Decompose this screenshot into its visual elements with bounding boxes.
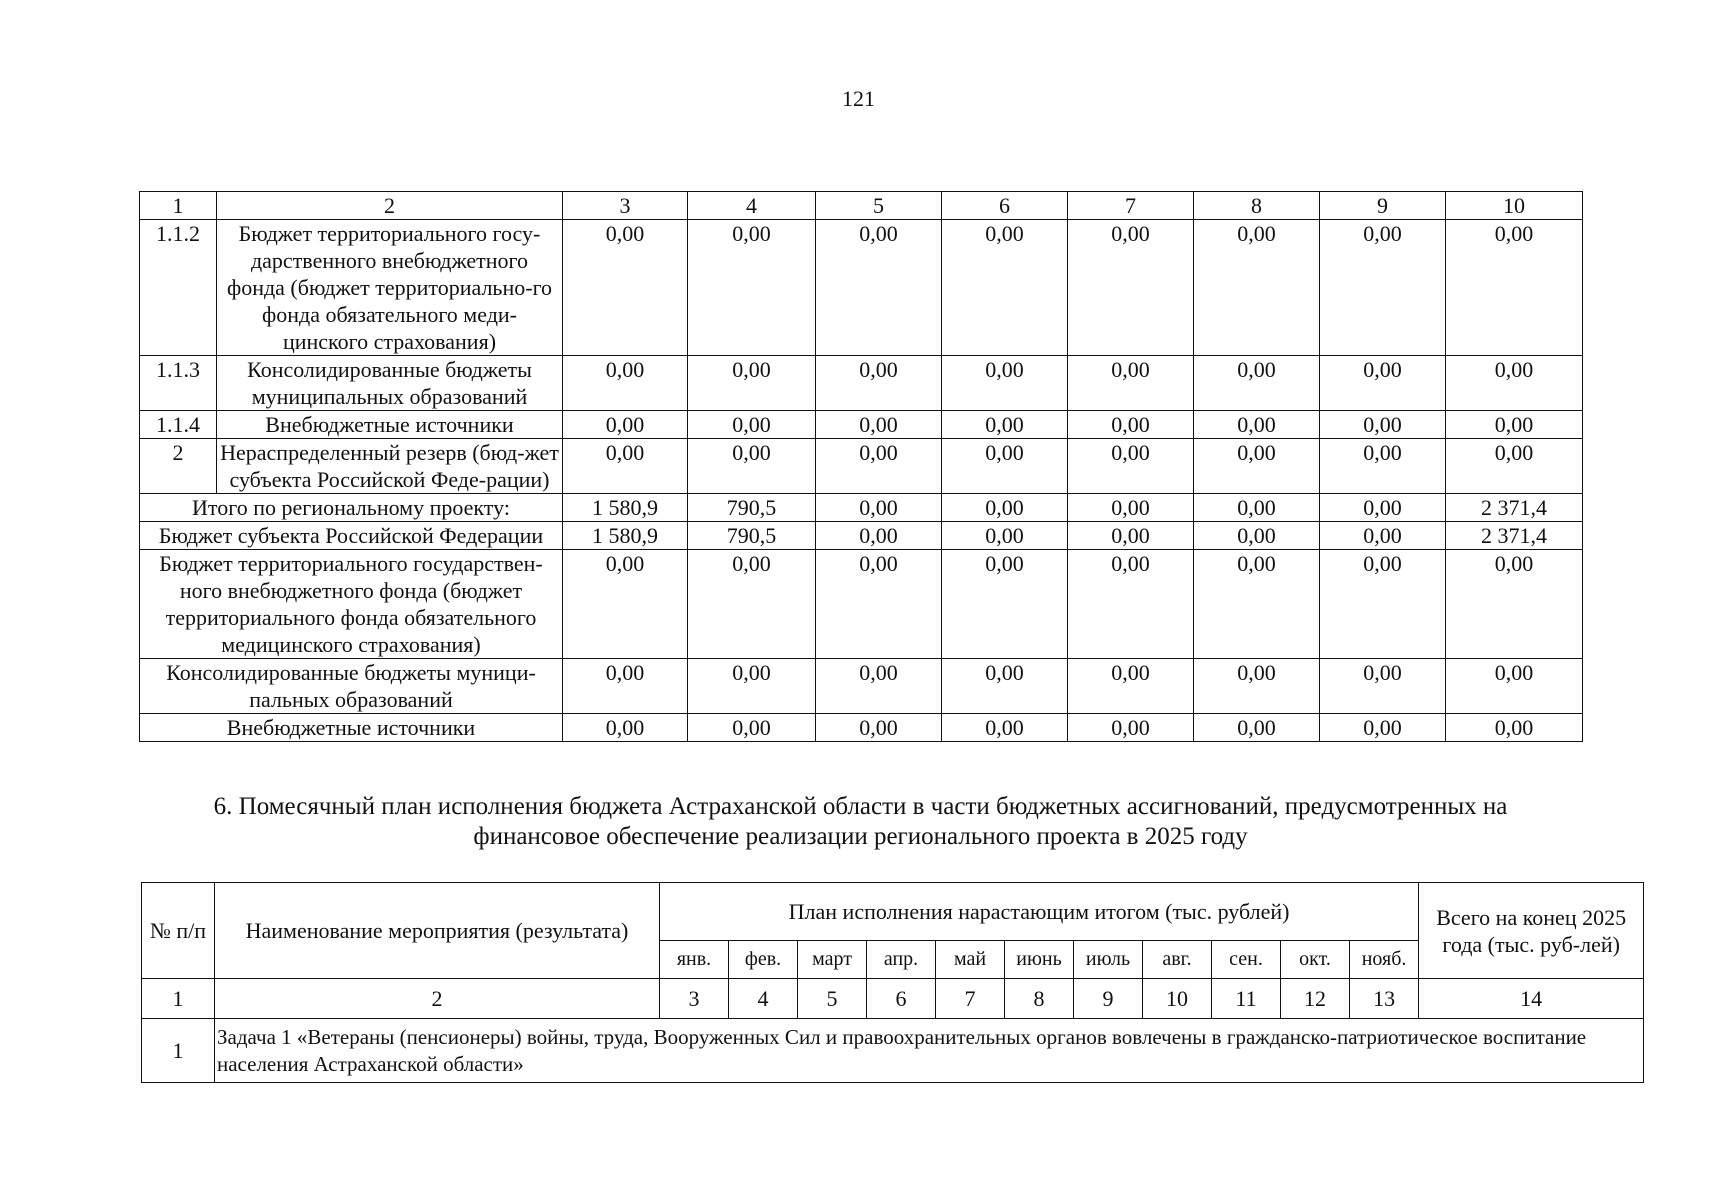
value-cell: 0,00: [563, 659, 688, 714]
table-row: [140, 659, 1583, 714]
value-cell: 0,00: [816, 220, 942, 356]
value-cell: 0,00: [942, 411, 1068, 439]
column-number: 5: [798, 979, 867, 1019]
month-header: янв.: [660, 941, 729, 979]
row-label: Внебюджетные источники: [140, 714, 563, 742]
column-number: 1: [142, 979, 215, 1019]
value-cell: 0,00: [816, 550, 942, 659]
value-cell: 0,00: [563, 550, 688, 659]
col-total-header: Всего на конец 2025 года (тыс. руб-лей): [1419, 883, 1644, 979]
task-row-num: 1: [142, 1019, 215, 1083]
header-cell: 5: [816, 192, 942, 220]
value-cell: 0,00: [1194, 659, 1320, 714]
value-cell: 0,00: [1320, 439, 1446, 494]
row-label: Нераспределенный резерв (бюд-жет субъекта Российской Феде-рации): [217, 439, 563, 494]
month-header: апр.: [867, 941, 936, 979]
value-cell: 0,00: [942, 439, 1068, 494]
row-number: 2: [140, 439, 217, 494]
col-plan-header: План исполнения нарастающим итогом (тыс. рублей): [660, 883, 1419, 941]
value-cell: 0,00: [1194, 439, 1320, 494]
value-cell: 0,00: [1320, 220, 1446, 356]
month-header: июль: [1074, 941, 1143, 979]
value-cell: 0,00: [563, 356, 688, 411]
month-header: март: [798, 941, 867, 979]
table-row: [140, 550, 1583, 659]
column-number: 11: [1212, 979, 1281, 1019]
value-cell: 790,5: [688, 522, 816, 550]
value-cell: 0,00: [688, 550, 816, 659]
value-cell: 0,00: [1320, 411, 1446, 439]
value-cell: 0,00: [688, 411, 816, 439]
value-cell: 0,00: [942, 220, 1068, 356]
value-cell: 0,00: [816, 439, 942, 494]
value-cell: 0,00: [1194, 550, 1320, 659]
value-cell: 0,00: [1068, 522, 1194, 550]
month-header: май: [936, 941, 1005, 979]
value-cell: 0,00: [816, 411, 942, 439]
column-number: 10: [1143, 979, 1212, 1019]
value-cell: 0,00: [942, 714, 1068, 742]
month-header: окт.: [1281, 941, 1350, 979]
value-cell: 0,00: [1320, 356, 1446, 411]
value-cell: 0,00: [1446, 439, 1583, 494]
value-cell: 0,00: [688, 714, 816, 742]
value-cell: 0,00: [1068, 714, 1194, 742]
month-header: сен.: [1212, 941, 1281, 979]
header-cell: 3: [563, 192, 688, 220]
value-cell: 0,00: [942, 494, 1068, 522]
value-cell: 0,00: [1068, 411, 1194, 439]
value-cell: 0,00: [1194, 714, 1320, 742]
task-row-text: Задача 1 «Ветераны (пенсионеры) войны, труда, Вооруженных Сил и правоохранительных органов вовлечены в гражданско-патриотическое воспитание населения Астраханской области»: [215, 1019, 1644, 1083]
column-number: 8: [1005, 979, 1074, 1019]
value-cell: 0,00: [1446, 659, 1583, 714]
value-cell: 0,00: [1194, 356, 1320, 411]
col-name-header: Наименование мероприятия (результата): [215, 883, 660, 979]
month-header: фев.: [729, 941, 798, 979]
value-cell: 0,00: [1194, 494, 1320, 522]
value-cell: 0,00: [816, 714, 942, 742]
section-title-line2: финансовое обеспечение реализации регионального проекта в 2025 году: [473, 823, 1248, 850]
value-cell: 0,00: [942, 659, 1068, 714]
table-row: [140, 356, 1583, 411]
column-number: 7: [936, 979, 1005, 1019]
row-number: 1.1.4: [140, 411, 217, 439]
header-cell: 8: [1194, 192, 1320, 220]
value-cell: 0,00: [942, 356, 1068, 411]
header-cell: 2: [217, 192, 563, 220]
row-number: 1.1.3: [140, 356, 217, 411]
value-cell: 0,00: [1194, 411, 1320, 439]
col-no-header: № п/п: [142, 883, 215, 979]
column-number: 6: [867, 979, 936, 1019]
value-cell: 1 580,9: [563, 522, 688, 550]
value-cell: 0,00: [688, 659, 816, 714]
value-cell: 0,00: [1068, 550, 1194, 659]
column-number: 9: [1074, 979, 1143, 1019]
column-number: 4: [729, 979, 798, 1019]
monthly-plan-table: [141, 882, 1644, 1083]
value-cell: 0,00: [816, 494, 942, 522]
header-cell: 9: [1320, 192, 1446, 220]
value-cell: 0,00: [1068, 659, 1194, 714]
month-header: авг.: [1143, 941, 1212, 979]
row-label: Бюджет территориального государствен-ного внебюджетного фонда (бюджет территориального фонда обязательного медицинского страхования): [140, 550, 563, 659]
section-title-line1: 6. Помесячный план исполнения бюджета Астраханской области в части бюджетных ассигнований, предусмотренных на: [213, 793, 1508, 820]
value-cell: 0,00: [1194, 220, 1320, 356]
column-number: 13: [1350, 979, 1419, 1019]
value-cell: 0,00: [1068, 439, 1194, 494]
column-number: 2: [215, 979, 660, 1019]
value-cell: 0,00: [1068, 220, 1194, 356]
row-label: Консолидированные бюджеты муници-пальных образований: [140, 659, 563, 714]
row-label: Бюджет территориального госу-дарственного внебюджетного фонда (бюджет территориально-го фонда обязательного меди-цинского страхования): [217, 220, 563, 356]
value-cell: 0,00: [688, 220, 816, 356]
table-row: [140, 411, 1583, 439]
table-row: [140, 220, 1583, 356]
value-cell: 0,00: [816, 356, 942, 411]
value-cell: 2 371,4: [1446, 494, 1583, 522]
value-cell: 0,00: [1446, 714, 1583, 742]
row-label: Итого по региональному проекту:: [140, 494, 563, 522]
table-row: [140, 714, 1583, 742]
month-header: июнь: [1005, 941, 1074, 979]
value-cell: 0,00: [563, 220, 688, 356]
table-row: [140, 522, 1583, 550]
value-cell: 0,00: [688, 439, 816, 494]
budget-table: [139, 191, 1583, 742]
value-cell: 0,00: [563, 439, 688, 494]
page-number: 121: [842, 86, 875, 111]
value-cell: 0,00: [1446, 550, 1583, 659]
value-cell: 1 580,9: [563, 494, 688, 522]
column-number: 14: [1419, 979, 1644, 1019]
header-cell: 10: [1446, 192, 1583, 220]
value-cell: 0,00: [1446, 220, 1583, 356]
value-cell: 0,00: [816, 522, 942, 550]
value-cell: 0,00: [1320, 659, 1446, 714]
month-header: нояб.: [1350, 941, 1419, 979]
value-cell: 0,00: [1068, 494, 1194, 522]
header-cell: 4: [688, 192, 816, 220]
row-label: Бюджет субъекта Российской Федерации: [140, 522, 563, 550]
value-cell: 790,5: [688, 494, 816, 522]
value-cell: 0,00: [1446, 411, 1583, 439]
value-cell: 0,00: [1446, 356, 1583, 411]
header-cell: 1: [140, 192, 217, 220]
value-cell: 0,00: [1320, 522, 1446, 550]
value-cell: 0,00: [1068, 356, 1194, 411]
value-cell: 0,00: [563, 411, 688, 439]
value-cell: 0,00: [1194, 522, 1320, 550]
value-cell: 0,00: [1320, 714, 1446, 742]
value-cell: 0,00: [1320, 550, 1446, 659]
budget-header-row: [140, 192, 1583, 220]
table-row: [140, 494, 1583, 522]
row-label: Внебюджетные источники: [217, 411, 563, 439]
value-cell: 0,00: [563, 714, 688, 742]
table-row: [140, 439, 1583, 494]
value-cell: 0,00: [942, 522, 1068, 550]
row-label: Консолидированные бюджеты муниципальных образований: [217, 356, 563, 411]
value-cell: 0,00: [688, 356, 816, 411]
column-number: 12: [1281, 979, 1350, 1019]
row-number: 1.1.2: [140, 220, 217, 356]
column-number: 3: [660, 979, 729, 1019]
value-cell: 0,00: [816, 659, 942, 714]
header-cell: 7: [1068, 192, 1194, 220]
value-cell: 0,00: [1320, 494, 1446, 522]
header-cell: 6: [942, 192, 1068, 220]
value-cell: 2 371,4: [1446, 522, 1583, 550]
section-title: [139, 792, 1582, 852]
value-cell: 0,00: [942, 550, 1068, 659]
